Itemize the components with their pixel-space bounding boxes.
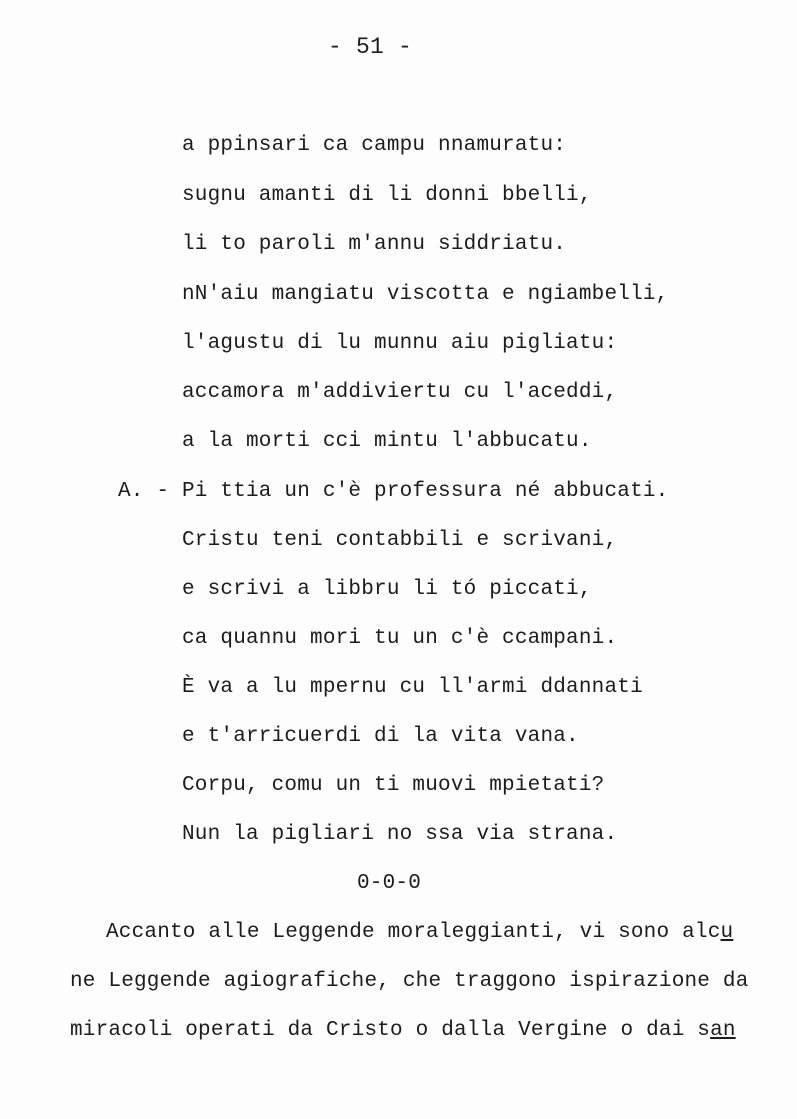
- verse-line: Pi ttia un c'è professura né abbucati.: [182, 480, 669, 503]
- verse-line: Cristu teni contabbili e scrivani,: [182, 529, 618, 552]
- prose-text: miracoli operati da Cristo o dalla Vergine o dai s: [70, 1019, 711, 1042]
- verse-line: e t'arricuerdi di la vita vana.: [182, 725, 579, 748]
- verse-line: accamora m'addiviertu cu l'aceddi,: [182, 381, 618, 404]
- verse-line: a la morti cci mintu l'abbucatu.: [182, 430, 592, 453]
- verse-line: a ppinsari ca campu nnamuratu:: [182, 134, 567, 157]
- verse-line: sugnu amanti di li donni bbelli,: [182, 184, 592, 207]
- speaker-label: A. -: [118, 480, 170, 503]
- page-number: - 51 -: [327, 34, 412, 60]
- verse-line: ca quannu mori tu un c'è ccampani.: [182, 627, 618, 650]
- verse-line: li to paroli m'annu siddriatu.: [182, 233, 567, 256]
- section-separator: 0-0-0: [357, 872, 422, 895]
- verse-line: nN'aiu mangiatu viscotta e ngiambelli,: [182, 283, 669, 306]
- verse-line: È va a lu mpernu cu ll'armi ddannati: [182, 676, 643, 699]
- verse-line: Corpu, comu un ti muovi mpietati?: [182, 774, 605, 797]
- verse-line: l'agustu di lu munnu aiu pigliatu:: [182, 332, 618, 355]
- prose-text: Accanto alle Leggende moraleggianti, vi sono alc: [106, 921, 721, 944]
- prose-line: [106, 921, 734, 944]
- verse-line: Nun la pigliari no ssa via strana.: [182, 823, 618, 846]
- prose-line: [70, 970, 749, 993]
- prose-text: ne Leggende agiografiche, che traggono ispirazione da: [70, 970, 749, 993]
- verse-line: e scrivi a libbru li tó piccati,: [182, 578, 592, 601]
- prose-line: [70, 1019, 734, 1042]
- prose-text-underlined: an: [710, 1019, 736, 1042]
- prose-text-underlined: u: [720, 921, 734, 944]
